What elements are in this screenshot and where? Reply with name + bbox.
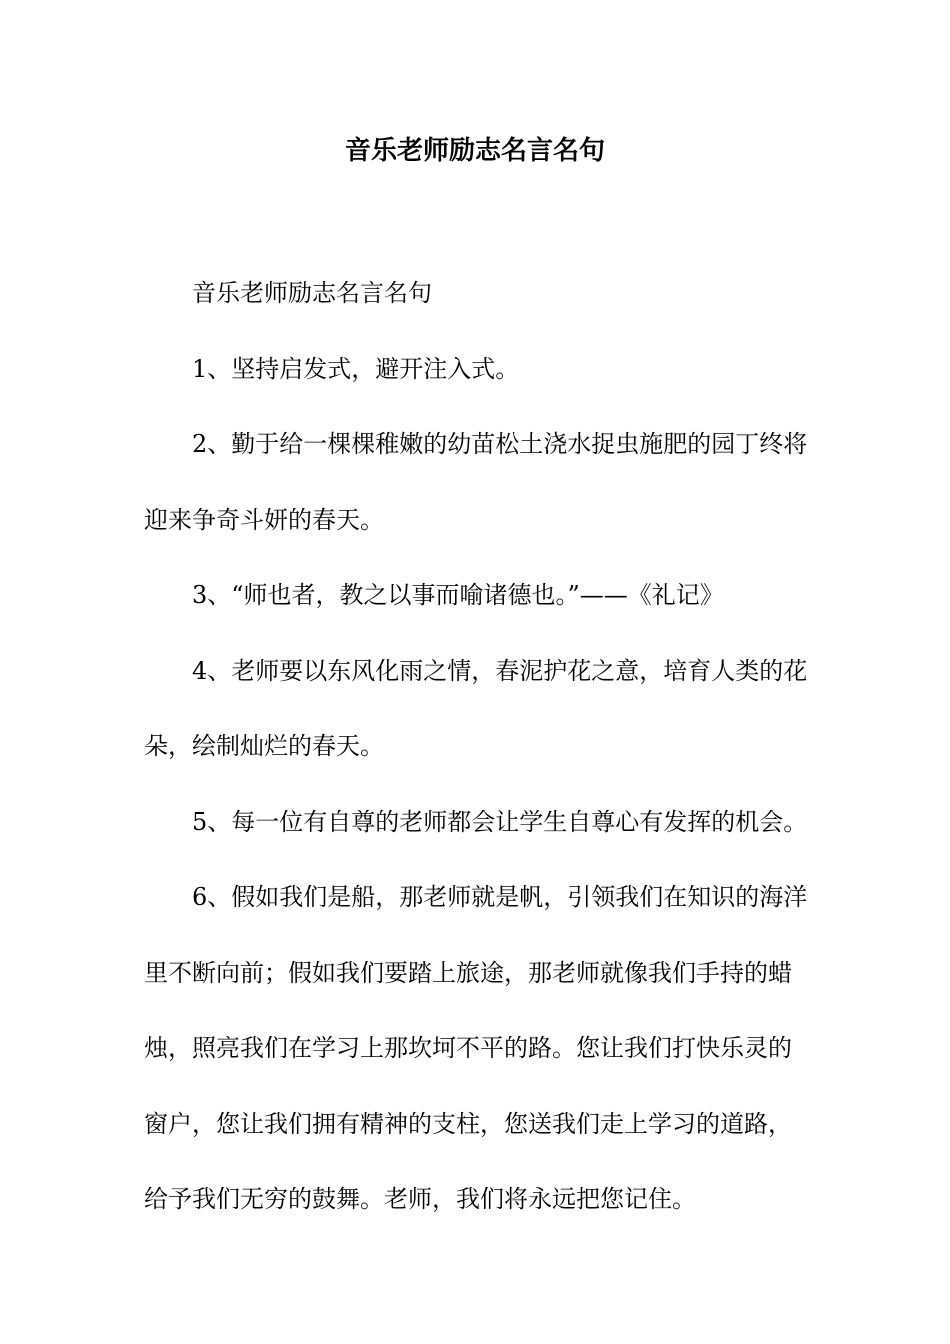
paragraph-quote-1: 1、坚持启发式，避开注入式。 <box>192 354 520 383</box>
paragraph-quote-6: 6、假如我们是船，那老师就是帆，引领我们在知识的海洋里不断向前；假如我们要踏上旅途，那老师就像我们手持的蜡烛，照亮我们在学习上那坎坷不平的路。您让我们打快乐灵的窗户，您让我们拥有精神的支柱，您送我们走上学习的道路，给予我们无穷的鼓舞。老师，我们将永远把您记住。 <box>144 883 808 1213</box>
document-title: 音乐老师励志名言名句 <box>344 136 605 166</box>
paragraph-quote-2: 2、勤于给一棵棵稚嫩的幼苗松土浇水捉虫施肥的园丁终将迎来争奇斗妍的春天。 <box>144 430 808 534</box>
paragraph-quote-4: 4、老师要以东风化雨之情，春泥护花之意，培育人类的花朵，绘制灿烂的春天。 <box>144 656 808 760</box>
paragraph-heading: 音乐老师励志名言名句 <box>192 279 432 307</box>
paragraph-quote-5: 5、每一位有自尊的老师都会让学生自尊心有发挥的机会。 <box>192 807 808 836</box>
document-body <box>144 256 810 1238</box>
paragraph-quote-3: 3、“师也者，教之以事而喻诸德也。”——《礼记》 <box>192 581 724 609</box>
